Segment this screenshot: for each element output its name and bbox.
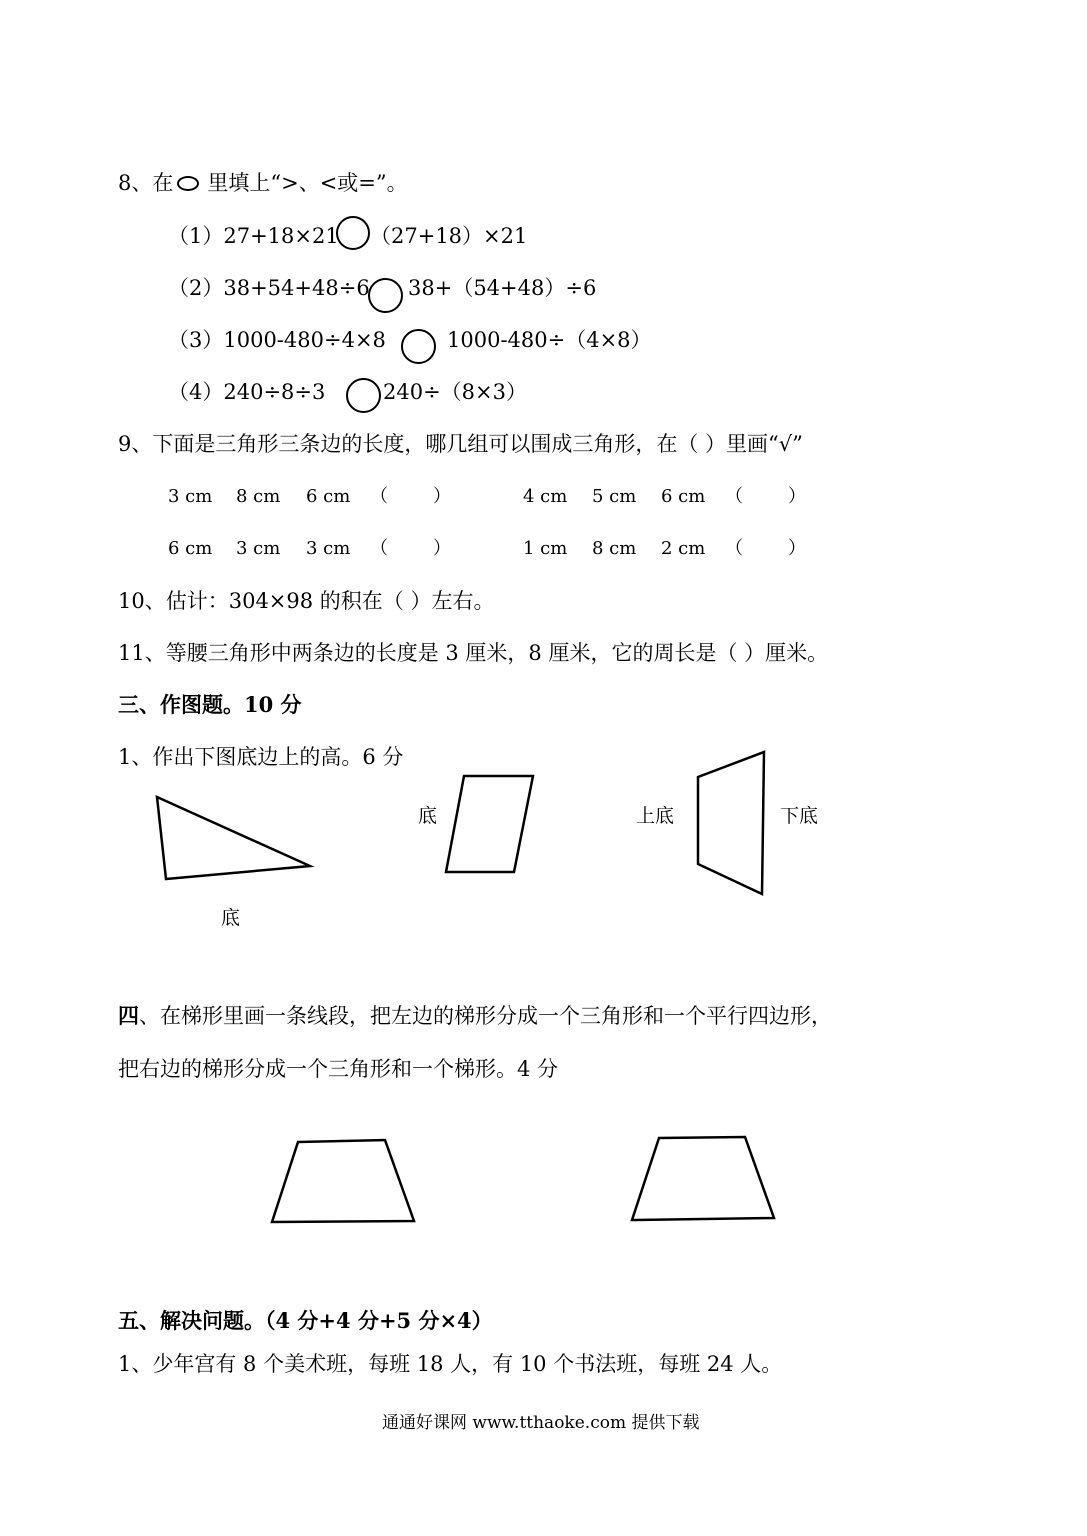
q11-text: 11、等腰三角形中两条边的长度是 3 厘米，8 厘米，它的周长是（ ）厘米。 — [118, 641, 829, 665]
top-base-label: 上底 — [636, 805, 675, 827]
triangle-shape — [157, 797, 310, 879]
q9-answer-paren-4[interactable]: （ ） — [725, 538, 806, 559]
parallelogram-base-label: 底 — [418, 805, 438, 827]
section-4-prefix: 四 — [118, 1003, 139, 1028]
q8-item-3-right: 1000-480÷（4×8） — [447, 328, 652, 352]
footer-text: 通通好课网 www.tthaoke.com 提供下载 — [382, 1413, 700, 1433]
q8-item-2-right: 38+（54+48）÷6 — [408, 276, 597, 300]
q9-side: 1 cm — [523, 538, 568, 559]
parallelogram-shape — [446, 776, 533, 872]
section-4-line-1 — [118, 1003, 832, 1029]
q9-answer-paren-2[interactable]: （ ） — [725, 486, 806, 507]
q9-side: 2 cm — [661, 538, 706, 559]
section-4-text-1: 、在梯形里画一条线段，把左边的梯形分成一个三角形和一个平行四边形， — [139, 1004, 832, 1028]
section-4-line-2: 把右边的梯形分成一个三角形和一个梯形。4 分 — [118, 1057, 559, 1081]
q9-answer-paren-3[interactable]: （ ） — [370, 538, 451, 559]
q9-side: 8 cm — [236, 486, 281, 507]
trapezoid-left-shape — [272, 1140, 414, 1222]
q8-stem-pre: 8、在 — [118, 171, 174, 195]
q9-side: 5 cm — [592, 486, 637, 507]
section-3-title: 三、作图题。10 分 — [118, 692, 302, 717]
q9-side: 6 cm — [168, 538, 213, 559]
q9-side: 3 cm — [306, 538, 351, 559]
triangle-base-label: 底 — [221, 907, 241, 929]
right-trapezoid-shape — [698, 752, 764, 894]
q9-side: 6 cm — [661, 486, 706, 507]
q8-item-2-left: （2）38+54+48÷6 — [168, 276, 370, 300]
section-5-q1: 1、少年宫有 8 个美术班，每班 18 人，有 10 个书法班，每班 24 人。 — [118, 1352, 783, 1376]
q9-side: 3 cm — [168, 486, 213, 507]
q9-stem: 9、下面是三角形三条边的长度，哪几组可以围成三角形，在（ ）里画“√” — [118, 432, 803, 456]
q8-item-1-left: （1）27+18×21 — [168, 224, 339, 248]
bottom-base-label: 下底 — [780, 805, 819, 827]
q8-item-3-left: （3）1000-480÷4×8 — [168, 328, 386, 352]
trapezoid-right-shape — [632, 1137, 774, 1220]
section-5-title: 五、解决问题。（4 分+4 分+5 分×4） — [118, 1308, 493, 1333]
q9-side: 8 cm — [592, 538, 637, 559]
q9-answer-paren-1[interactable]: （ ） — [370, 486, 451, 507]
q9-side: 6 cm — [306, 486, 351, 507]
q8-item-4-left: （4）240÷8÷3 — [168, 380, 326, 404]
section-3-q1: 1、作出下图底边上的高。6 分 — [118, 745, 404, 769]
q8-item-4-right: 240÷（8×3） — [383, 380, 527, 404]
q8-item-1-right: （27+18）×21 — [370, 224, 528, 248]
q8-stem-post: 里填上“>、<或=”。 — [207, 171, 408, 195]
q9-side: 3 cm — [236, 538, 281, 559]
q9-side: 4 cm — [523, 486, 568, 507]
q10-text: 10、估计：304×98 的积在（ ）左右。 — [118, 589, 495, 613]
